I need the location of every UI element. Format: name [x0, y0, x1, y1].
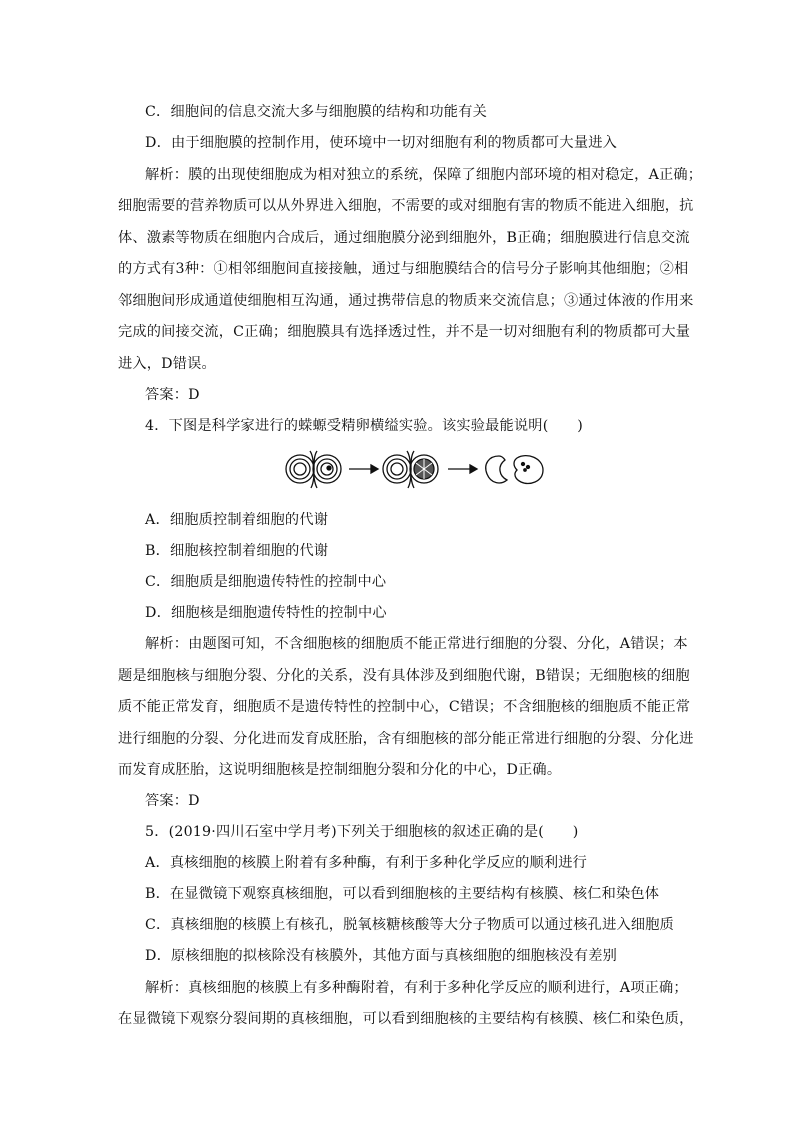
explanation-q5-line-2: 在显微镜下观察分裂间期的真核细胞，可以看到细胞核的主要结构有核膜、核仁和染色质，: [118, 1011, 694, 1027]
option-d-q4: D．细胞核是细胞遗传特性的控制中心: [145, 605, 387, 621]
option-c-q3: C．细胞间的信息交流大多与细胞膜的结构和功能有关: [145, 104, 487, 120]
explanation-q3-line-7: 进入，D错误。: [118, 356, 216, 372]
ligated-egg-before: [286, 451, 341, 488]
ligated-egg-dividing: [383, 451, 438, 488]
explanation-q4-line-3: 质不能正常发育，细胞质不是遗传特性的控制中心，C错误；不含细胞核的细胞质不能正常: [118, 699, 691, 715]
explanation-q5-line-1: 解析：真核细胞的核膜上有多种酶附着，有利于多种化学反应的顺利进行，A项正确；: [145, 980, 688, 996]
explanation-q3-line-3: 体、激素等物质在细胞内合成后，通过细胞膜分泌到细胞外，B正确；细胞膜进行信息交流: [118, 230, 690, 246]
anucleate-half: [486, 456, 507, 483]
newt-egg-ligation-figure: [283, 448, 548, 490]
answer-q4: 答案：D: [145, 793, 200, 809]
question-4-stem: 4．下图是科学家进行的蝾螈受精卵横缢实验。该实验最能说明( ): [145, 418, 583, 434]
option-c-q4: C．细胞质是细胞遗传特性的控制中心: [145, 574, 387, 590]
explanation-q4-line-2: 题是细胞核与细胞分裂、分化的关系，没有具体涉及到细胞代谢，B错误；无细胞核的细胞: [118, 668, 690, 684]
nucleate-half-embryo: [514, 456, 543, 484]
option-c-q5: C．真核细胞的核膜上有核孔，脱氧核糖核酸等大分子物质可以通过核孔进入细胞质: [145, 917, 675, 933]
explanation-q4-line-4: 进行细胞的分裂、分化进而发育成胚胎，含有细胞核的部分能正常进行细胞的分裂、分化进: [118, 731, 694, 747]
option-a-q5: A．真核细胞的核膜上附着有多种酶，有利于多种化学反应的顺利进行: [145, 855, 588, 871]
explanation-q3-line-2: 细胞需要的营养物质可以从外界进入细胞，不需要的或对细胞有害的物质不能进入细胞，抗: [118, 198, 694, 214]
arrow-2-icon: [448, 465, 477, 473]
explanation-q4-line-1: 解析：由题图可知，不含细胞核的细胞质不能正常进行细胞的分裂、分化，A错误；本: [145, 636, 688, 652]
option-b-q4: B．细胞核控制着细胞的代谢: [145, 543, 329, 559]
option-d-q5: D．原核细胞的拟核除没有核膜外，其他方面与真核细胞的细胞核没有差别: [145, 948, 617, 964]
explanation-q4-line-5: 而发育成胚胎，这说明细胞核是控制细胞分裂和分化的中心，D正确。: [118, 762, 562, 778]
question-5-stem: 5．(2019·四川石室中学月考)下列关于细胞核的叙述正确的是( ): [145, 824, 579, 840]
option-a-q4: A．细胞质控制着细胞的代谢: [145, 512, 329, 528]
explanation-q3-line-1: 解析：膜的出现使细胞成为相对独立的系统，保障了细胞内部环境的相对稳定，A正确；: [145, 167, 703, 183]
explanation-q3-line-6: 完成的间接交流，C正确；细胞膜具有选择透过性，并不是一切对细胞有利的物质都可大量: [118, 324, 691, 340]
explanation-q3-line-5: 邻细胞间形成通道使细胞相互沟通，通过携带信息的物质来交流信息；③通过体液的作用来: [118, 293, 694, 309]
option-d-q3: D．由于细胞膜的控制作用，使环境中一切对细胞有利的物质都可大量进入: [145, 135, 617, 151]
arrow-1-icon: [349, 465, 378, 473]
answer-q3: 答案：D: [145, 387, 200, 403]
explanation-q3-line-4: 的方式有3种：①相邻细胞间直接接触，通过与细胞膜结合的信号分子影响其他细胞；②相: [118, 261, 689, 277]
option-b-q5: B．在显微镜下观察真核细胞，可以看到细胞核的主要结构有核膜、核仁和染色体: [145, 886, 660, 902]
